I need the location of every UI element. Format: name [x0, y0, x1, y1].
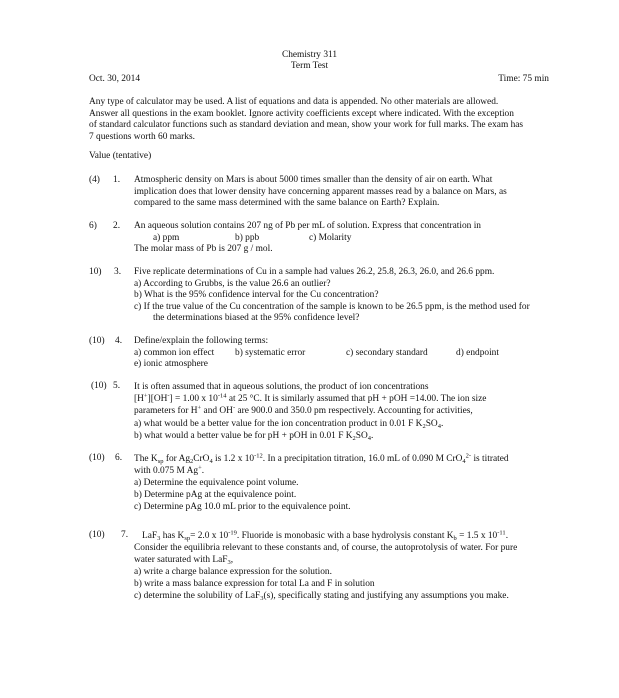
exam-time: Time: 75 min — [498, 74, 549, 84]
q2-option-a: a) ppm — [153, 232, 180, 243]
q3-part-a: a) According to Grubbs, is the value 26.6 an outlier? — [134, 278, 331, 289]
test-title: Term Test — [290, 61, 329, 71]
q3-part-b: b) What is the 95% confidence interval for the Cu concentration? — [134, 290, 379, 301]
q4-terms — [134, 348, 584, 360]
instruction-line: Any type of calculator may be used. A list of equations and data is appended. No other materials are allowed. — [89, 97, 499, 107]
exam-date: Oct. 30, 2014 — [89, 74, 141, 84]
q4-term-d: d) endpoint — [456, 347, 499, 358]
q3-marks: 10) — [89, 267, 102, 277]
question-6 — [134, 453, 584, 513]
question-2 — [134, 221, 584, 256]
instructions — [89, 97, 523, 143]
question-3 — [134, 267, 584, 325]
q5-line: parameters for H+ and OH- are 900.0 and 350.0 pm respectively. Accounting for activities, — [134, 404, 473, 417]
q5-line: [H+][OH-] = 1.00 x $10^{-14}$ at 25 °C. It is similarly assumed that pH + pOH =14.00. The ion size — [134, 392, 487, 405]
q5-part-b: b) what would a better value be for pH + pOH in 0.01 F $K_2SO_4$. — [134, 430, 374, 442]
q1-line: Atmospheric density on Mars is about 5000 times smaller than the density of air on earth. What — [134, 175, 493, 185]
q5-marks: (10) — [91, 381, 107, 391]
question-1 — [134, 175, 584, 210]
q1-number: 1. — [113, 175, 121, 185]
question-5 — [134, 381, 584, 442]
q4-line: Define/explain the following terms: — [134, 336, 269, 346]
q4-term-a: a) common ion effect — [134, 347, 215, 358]
q6-line: The $K_{sp}$ for $Ag_2CrO_4$ is 1.2 x $10^{-12}$. In a precipitation titration, 16.0 mL of 0.090 M CrO$_4^{2-}$ is titrated — [134, 452, 509, 465]
q6-line: with 0.075 M Ag+. — [134, 464, 205, 477]
q6-part-a: a) Determine the equivalence point volume. — [134, 478, 299, 489]
instruction-line: of standard calculator functions such as standard deviation and mean, show your work for full marks. The exam has — [89, 120, 524, 131]
q6-number: 6. — [115, 453, 123, 463]
q4-marks: (10) — [89, 336, 105, 346]
q1-marks: (4) — [89, 175, 100, 185]
q7-part-c: c) determine the solubility of LaF$_3$(s), specifically stating and justifying any assumptions you make. — [134, 591, 509, 603]
q5-part-a: a) what would be a better value for the ion concentration product in 0.01 F $K_2SO_4$. — [134, 418, 444, 430]
question-7 — [134, 530, 584, 603]
q1-line: compared to the same mass determined with the same balance on Earth? Explain. — [134, 198, 440, 209]
q6-part-b: b) Determine pAg at the equivalence point. — [134, 490, 297, 501]
q3-part-c-cont: the determinations biased at the 95% confidence level? — [153, 313, 360, 324]
q6-marks: (10) — [89, 453, 105, 463]
q7-line: Consider the equilibria relevant to these constants and, of course, the autoprotolysis of water. For pure — [134, 543, 518, 554]
course-title: Chemistry 311 — [281, 50, 338, 60]
q7-part-a: a) write a charge balance expression for the solution. — [134, 567, 332, 578]
q4-term-e: e) ionic atmosphere — [134, 359, 208, 370]
q2-line: An aqueous solution contains 207 ng of Pb per mL of solution. Express that concentration in — [134, 221, 481, 231]
q7-marks: (10) — [89, 530, 105, 540]
q2-options — [134, 233, 584, 245]
q7-number: 7. — [121, 530, 129, 540]
instruction-line: Answer all questions in the exam booklet. Ignore activity coefficients except where indicated. With the exception — [89, 108, 514, 119]
q2-option-b: b) ppb — [235, 232, 260, 243]
q2-marks: 6) — [89, 221, 97, 231]
q2-number: 2. — [113, 221, 121, 231]
q2-line: The molar mass of Pb is 207 g / mol. — [134, 244, 273, 255]
q1-line: implication does that lower density have concerning apparent masses read by a balance on Mars, as — [134, 186, 507, 197]
q7-line: LaF$_3$ has $K_{sp}= 2.0$ x $10^{-19}$. Fluoride is monobasic with a base hydrolysis constant $K_b = 1.5$ x $10^{-11}$. — [142, 529, 509, 542]
q7-part-b: b) write a mass balance expression for total La and F in solution — [134, 579, 375, 590]
q3-part-c: c) If the true value of the Cu concentration of the sample is known to be 26.5 ppm, is the method used for — [134, 301, 530, 312]
instruction-line: 7 questions worth 60 marks. — [89, 131, 195, 142]
q4-number: 4. — [115, 336, 123, 346]
q6-part-c: c) Determine pAg 10.0 mL prior to the equivalence point. — [134, 502, 351, 513]
q4-term-c: c) secondary standard — [346, 347, 428, 358]
q3-number: 3. — [114, 267, 122, 277]
q2-option-c: c) Molarity — [309, 232, 352, 243]
q3-line: Five replicate determinations of Cu in a sample had values 26.2, 25.8, 26.3, 26.0, and 26.6 ppm. — [134, 267, 495, 277]
q5-line: It is often assumed that in aqueous solutions, the product of ion concentrations — [134, 382, 429, 392]
question-4 — [134, 336, 584, 371]
value-label: Value (tentative) — [89, 151, 152, 161]
q5-number: 5. — [113, 381, 121, 391]
q7-line: water saturated with LaF$_3$, — [134, 555, 234, 567]
q4-term-b: b) systematic error — [235, 347, 306, 358]
